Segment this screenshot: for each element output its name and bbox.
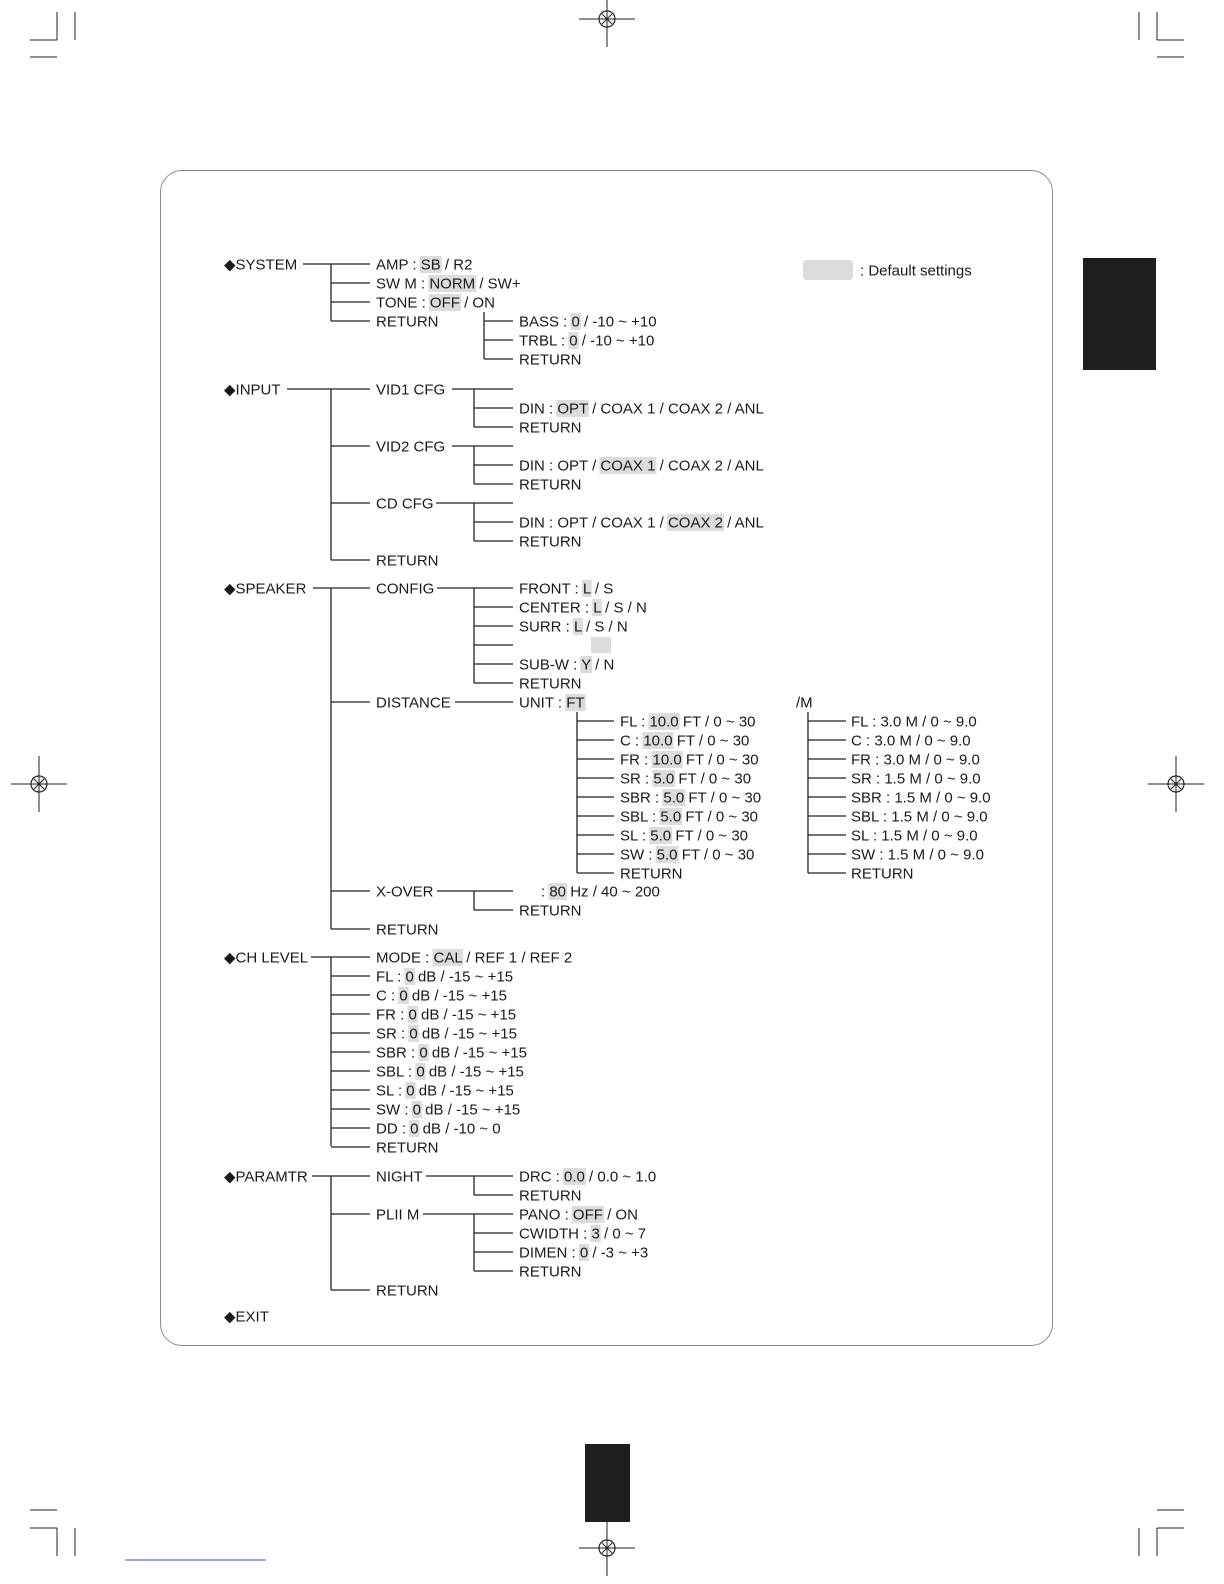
ch-level-item: SW : 0 dB / -15 ~ +15 [376, 1101, 521, 1119]
distance-ft-item: FR : 10.0 FT / 0 ~ 30 [620, 751, 759, 769]
ch-level-item: SBR : 0 dB / -15 ~ +15 [376, 1044, 527, 1062]
distance-ft-item: SW : 5.0 FT / 0 ~ 30 [620, 846, 755, 864]
pliim-item: CWIDTH : 3 / 0 ~ 7 [519, 1225, 647, 1243]
ch-level-item: SBL : 0 dB / -15 ~ +15 [376, 1063, 524, 1081]
distance-m-item: SBR : 1.5 M / 0 ~ 9.0 [851, 789, 991, 807]
ch-level-item: SL : 0 dB / -15 ~ +15 [376, 1082, 514, 1100]
input-group: CD CFG [376, 495, 434, 513]
pliim-item: DIMEN : 0 / -3 ~ +3 [519, 1244, 649, 1262]
distance-m-item: SBL : 1.5 M / 0 ~ 9.0 [851, 808, 988, 826]
tone-item: RETURN [519, 351, 582, 369]
distance-m-item: FR : 3.0 M / 0 ~ 9.0 [851, 751, 980, 769]
ch-level-item: MODE : CAL / REF 1 / REF 2 [376, 949, 573, 967]
speaker-return: RETURN [376, 921, 439, 939]
input-return: RETURN [519, 533, 582, 551]
config-item: SURR : L / S / N [519, 618, 628, 636]
pliim-item: PANO : OFF / ON [519, 1206, 638, 1224]
input-option: DIN : OPT / COAX 1 / COAX 2 / ANL [519, 514, 764, 532]
distance-unit: UNIT : FT [519, 694, 585, 712]
distance-ft-item: C : 10.0 FT / 0 ~ 30 [620, 732, 750, 750]
xover-value: : 80 Hz / 40 ~ 200 [541, 883, 660, 901]
distance-m-item: SW : 1.5 M / 0 ~ 9.0 [851, 846, 984, 864]
input-group: VID1 CFG [376, 381, 446, 399]
speaker-config: CONFIG [376, 580, 435, 598]
distance-m-item: FL : 3.0 M / 0 ~ 9.0 [851, 713, 977, 731]
ch-level-item: DD : 0 dB / -10 ~ 0 [376, 1120, 501, 1138]
input-option: DIN : OPT / COAX 1 / COAX 2 / ANL [519, 457, 764, 475]
default-value-highlight [591, 637, 611, 653]
menu-system: ◆SYSTEM [224, 256, 298, 274]
distance-m-item: SL : 1.5 M / 0 ~ 9.0 [851, 827, 978, 845]
paramtr-return: RETURN [376, 1282, 439, 1300]
ch-level-item: C : 0 dB / -15 ~ +15 [376, 987, 507, 1005]
tone-item: TRBL : 0 / -10 ~ +10 [519, 332, 655, 350]
input-return: RETURN [519, 476, 582, 494]
legend-text: : Default settings [860, 262, 972, 280]
speaker-distance: DISTANCE [376, 694, 451, 712]
system-item: SW M : NORM / SW+ [376, 275, 521, 293]
distance-m-item: RETURN [851, 865, 914, 883]
distance-ft-item: SBL : 5.0 FT / 0 ~ 30 [620, 808, 759, 826]
speaker-xover: X-OVER [376, 883, 434, 901]
menu-input: ◆INPUT [224, 381, 281, 399]
menu-ch-level: ◆CH LEVEL [224, 949, 309, 967]
ch-level-item: SR : 0 dB / -15 ~ +15 [376, 1025, 517, 1043]
distance-ft-item: SL : 5.0 FT / 0 ~ 30 [620, 827, 749, 845]
distance-ft-item: SBR : 5.0 FT / 0 ~ 30 [620, 789, 762, 807]
config-item: SUB-W : Y / N [519, 656, 615, 674]
config-item: FRONT : L / S [519, 580, 614, 598]
distance-m-item: SR : 1.5 M / 0 ~ 9.0 [851, 770, 981, 788]
ch-level-item: FL : 0 dB / -15 ~ +15 [376, 968, 514, 986]
menu-exit: ◆EXIT [224, 1308, 269, 1326]
input-option: DIN : OPT / COAX 1 / COAX 2 / ANL [519, 400, 764, 418]
input-return: RETURN [376, 552, 439, 570]
config-item: CENTER : L / S / N [519, 599, 647, 617]
ch-level-item: RETURN [376, 1139, 439, 1157]
legend-swatch [803, 260, 853, 280]
menu-speaker: ◆SPEAKER [224, 580, 307, 598]
night-item: DRC : 0.0 / 0.0 ~ 1.0 [519, 1168, 657, 1186]
xover-return: RETURN [519, 902, 582, 920]
tone-item: BASS : 0 / -10 ~ +10 [519, 313, 657, 331]
system-item: AMP : SB / R2 [376, 256, 473, 274]
distance-unit-alt: /M [796, 694, 813, 712]
input-group: VID2 CFG [376, 438, 446, 456]
pliim-item: RETURN [519, 1263, 582, 1281]
menu-paramtr: ◆PARAMTR [224, 1168, 308, 1186]
distance-ft-item: FL : 10.0 FT / 0 ~ 30 [620, 713, 756, 731]
night-return: RETURN [519, 1187, 582, 1205]
paramtr-pliim: PLII M [376, 1206, 420, 1224]
distance-m-item: C : 3.0 M / 0 ~ 9.0 [851, 732, 971, 750]
paramtr-night: NIGHT [376, 1168, 423, 1186]
ch-level-item: FR : 0 dB / -15 ~ +15 [376, 1006, 517, 1024]
distance-ft-item: RETURN [620, 865, 683, 883]
distance-ft-item: SR : 5.0 FT / 0 ~ 30 [620, 770, 752, 788]
input-return: RETURN [519, 419, 582, 437]
system-item: RETURN [376, 313, 439, 331]
config-item: RETURN [519, 675, 582, 693]
system-item: TONE : OFF / ON [376, 294, 495, 312]
